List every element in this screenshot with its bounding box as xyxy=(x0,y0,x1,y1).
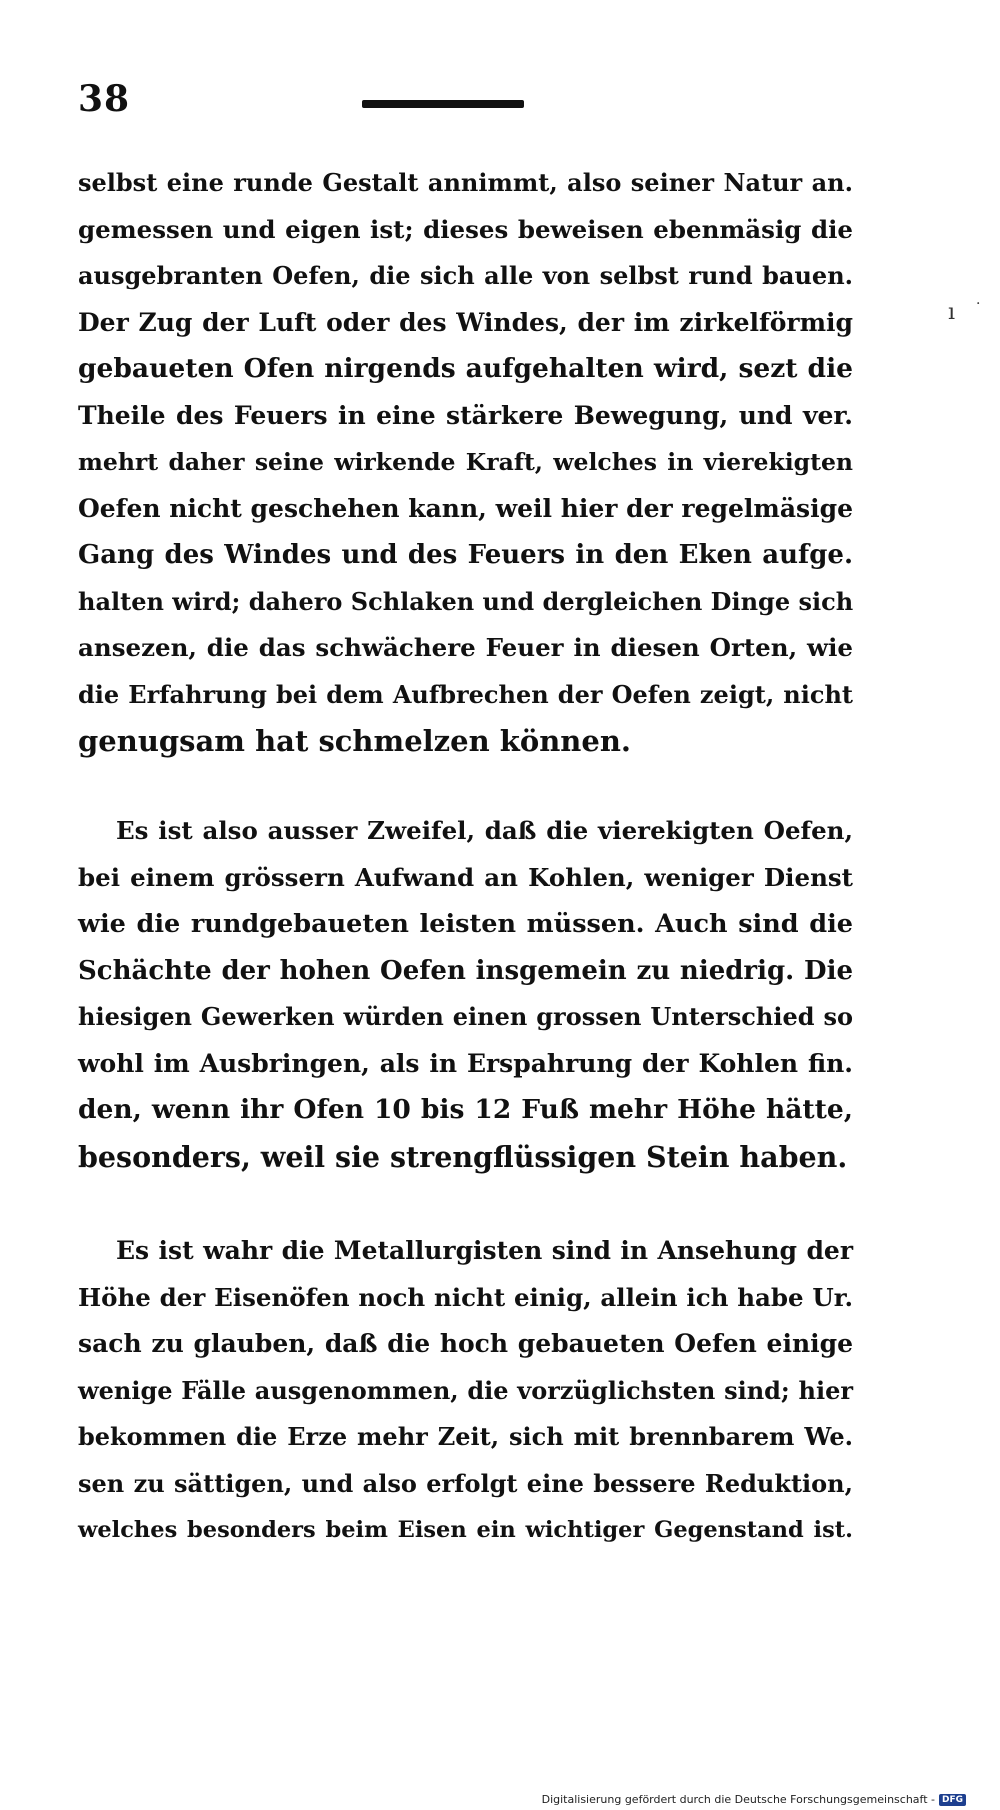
text-line: mehrt daher seine wirkende Kraft, welches in vierekigten xyxy=(78,448,853,476)
text-line: wenige Fälle ausgenommen, die vorzüglichsten sind; hier xyxy=(78,1375,853,1405)
text-line: ansezen, die das schwächere Feuer in diesen Orten, wie xyxy=(78,633,853,662)
text-line: hiesigen Gewerken würden einen grossen Unterschied so xyxy=(78,1002,853,1031)
paragraph-2 xyxy=(78,808,853,1180)
text-line: Es ist also ausser Zweifel, daß die vierekigten Oefen, xyxy=(116,816,853,845)
text-line: Es ist wahr die Metallurgisten sind in Ansehung der xyxy=(116,1236,853,1265)
credit-text: Digitalisierung gefördert durch die Deutsche Forschungsgemeinschaft - xyxy=(541,1793,935,1806)
text-line: selbst eine runde Gestalt annimmt, also seiner Natur an. xyxy=(78,168,853,197)
text-line: den, wenn ihr Ofen 10 bis 12 Fuß mehr Höhe hätte, xyxy=(78,1094,853,1125)
paragraph-3 xyxy=(78,1228,853,1554)
text-line: gemessen und eigen ist; dieses beweisen ebenmäsig die xyxy=(78,214,853,244)
text-line: genugsam hat schmelzen können. xyxy=(78,724,631,758)
text-line: Der Zug der Luft oder des Windes, der im zirkelförmig xyxy=(78,307,853,337)
text-line: besonders, weil sie strengflüssigen Stein haben. xyxy=(78,1139,848,1174)
header-rule xyxy=(362,100,524,108)
text-line: sen zu sättigen, und also erfolgt eine bessere Reduktion, xyxy=(78,1468,853,1498)
text-line: Schächte der hohen Oefen insgemein zu niedrig. Die xyxy=(78,955,853,986)
text-line: Theile des Feuers in eine stärkere Bewegung, und ver. xyxy=(78,400,853,430)
text-line: bekommen die Erze mehr Zeit, sich mit brennbarem We. xyxy=(78,1422,853,1451)
text-line: Gang des Windes und des Feuers in den Eken aufge. xyxy=(78,540,853,570)
text-line: wohl im Ausbringen, als in Erspahrung der Kohlen fin. xyxy=(78,1048,853,1078)
text-line: die Erfahrung bei dem Aufbrechen der Oefen zeigt, nicht xyxy=(78,679,853,709)
dfg-logo: DFG xyxy=(939,1794,966,1806)
text-line: halten wird; dahero Schlaken und dergleichen Dinge sich xyxy=(78,586,854,616)
paragraph-1 xyxy=(78,160,853,765)
text-line: ausgebranten Oefen, die sich alle von selbst rund bauen. xyxy=(78,261,853,290)
digitization-credit xyxy=(542,1793,966,1806)
margin-mark: ı xyxy=(948,300,956,325)
text-line: bei einem grössern Aufwand an Kohlen, weniger Dienst xyxy=(78,862,853,892)
text-line: sach zu glauben, daß die hoch gebaueten Oefen einige xyxy=(78,1329,853,1358)
page-number: 38 xyxy=(78,78,131,120)
text-line: Höhe der Eisenöfen noch nicht einig, allein ich habe Ur. xyxy=(78,1282,853,1312)
text-line: welches besonders beim Eisen ein wichtiger Gegenstand ist. xyxy=(78,1517,853,1543)
text-line: gebaueten Ofen nirgends aufgehalten wird, sezt die xyxy=(78,353,853,384)
margin-mark: · xyxy=(976,296,981,312)
text-line: wie die rundgebaueten leisten müssen. Auch sind die xyxy=(78,909,853,939)
text-line: Oefen nicht geschehen kann, weil hier der regelmäsige xyxy=(78,493,853,523)
